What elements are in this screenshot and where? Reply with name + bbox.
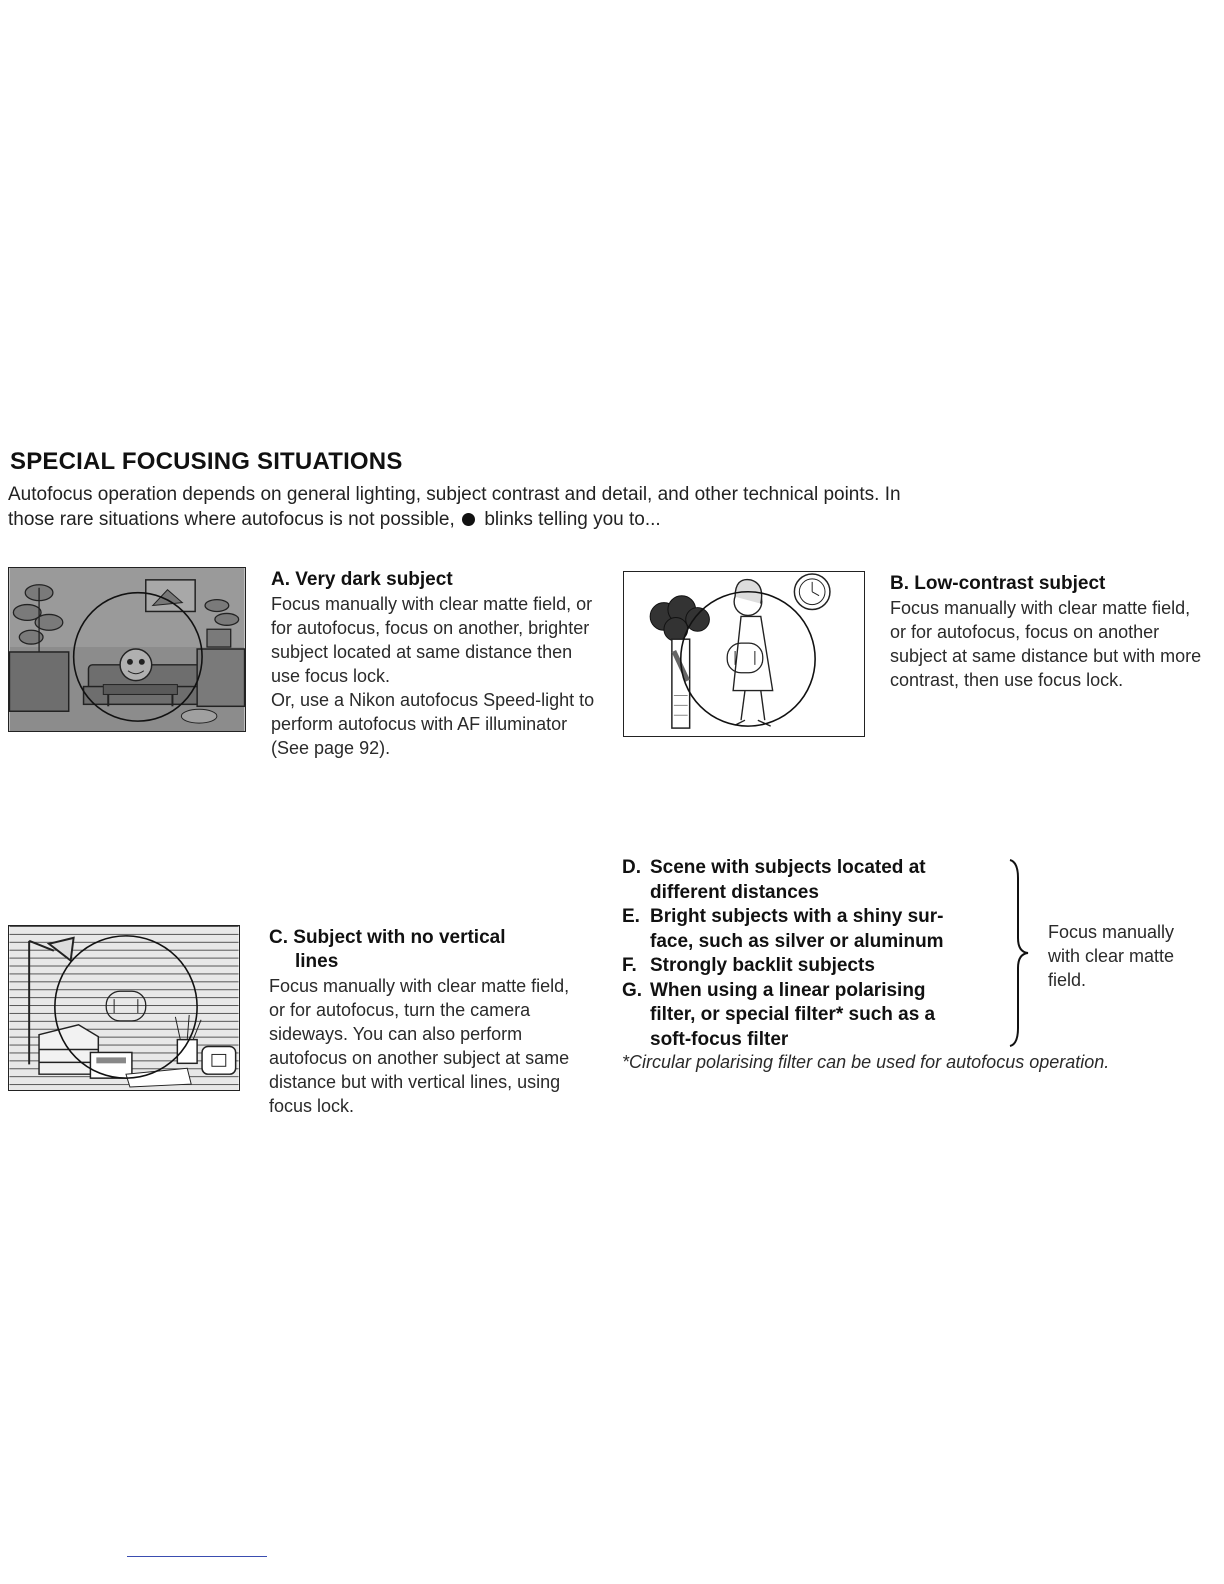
brace-note: Focus manually with clear matte field. bbox=[1048, 922, 1175, 990]
list-item-g bbox=[622, 979, 1002, 1053]
horizontal-lines-scene-graphic bbox=[9, 926, 239, 1090]
section-c bbox=[269, 926, 589, 1118]
bottom-rule bbox=[127, 1556, 267, 1557]
list-key: G. bbox=[622, 979, 643, 1001]
section-a bbox=[271, 568, 601, 760]
section-b-heading: B. Low-contrast subject bbox=[890, 573, 1106, 594]
intro-paragraph bbox=[8, 482, 928, 532]
dark-subject-illustration bbox=[8, 567, 246, 732]
list-item-d bbox=[622, 856, 1002, 905]
section-c-heading-line1: C. Subject with no vertical bbox=[269, 927, 506, 948]
section-a-heading: A. Very dark subject bbox=[271, 569, 453, 590]
list-line: Strongly backlit subjects bbox=[650, 955, 875, 976]
situations-list bbox=[622, 856, 1002, 1052]
list-item-e bbox=[622, 905, 1002, 954]
low-contrast-illustration bbox=[623, 571, 865, 737]
section-b-body: Focus manually with clear matte field, or for autofocus, focus on another subject at same distance but with more contrast, then use focus lock. bbox=[890, 598, 1202, 690]
section-a-body-2: Or, use a Nikon autofocus Speed-light to perform autofocus with AF illuminator (See page 92). bbox=[271, 690, 595, 758]
section-c-heading bbox=[269, 926, 589, 974]
page-title: SPECIAL FOCUSING SITUATIONS bbox=[10, 448, 403, 475]
intro-text-part1: Autofocus operation depends on general lighting, subject contrast and detail, and other technical points. In those rare situations where autofocus is not possible, bbox=[8, 484, 901, 530]
right-brace-icon bbox=[1006, 858, 1032, 1048]
list-key: D. bbox=[622, 857, 641, 878]
focus-indicator-icon bbox=[462, 513, 475, 526]
list-line: different distances bbox=[650, 881, 819, 903]
section-a-body-1: Focus manually with clear matte field, or for autofocus, focus on another, brighter subject located at same distance then use focus lock. bbox=[271, 594, 593, 686]
section-b bbox=[890, 572, 1210, 692]
list-text bbox=[650, 856, 926, 905]
woman-vase-scene-graphic bbox=[624, 572, 864, 736]
intro-text-part2: blinks telling you to... bbox=[484, 509, 661, 530]
list-text bbox=[650, 979, 935, 1053]
list-line: filter, or special filter* such as a bbox=[650, 1004, 936, 1025]
list-line: When using a linear polarising bbox=[650, 979, 926, 1001]
section-c-heading-line2: lines bbox=[295, 951, 339, 972]
dark-room-scene-graphic bbox=[9, 568, 245, 731]
list-line: soft-focus filter bbox=[650, 1028, 789, 1050]
list-line: face, such as silver or aluminum bbox=[650, 930, 944, 952]
list-line: Scene with subjects located at bbox=[650, 857, 926, 878]
no-vertical-lines-illustration bbox=[8, 925, 240, 1091]
list-line: Bright subjects with a shiny sur- bbox=[650, 906, 944, 927]
footnote: *Circular polarising filter can be used for autofocus operation. bbox=[622, 1052, 1110, 1072]
list-key: F. bbox=[622, 955, 637, 976]
list-key: E. bbox=[622, 906, 640, 927]
list-text bbox=[650, 905, 944, 954]
list-item-f bbox=[622, 954, 1002, 979]
section-c-body: Focus manually with clear matte field, or for autofocus, turn the camera sideways. You can also perform autofocus on another subject at same distance but with vertical lines, using focus lock. bbox=[269, 976, 570, 1116]
